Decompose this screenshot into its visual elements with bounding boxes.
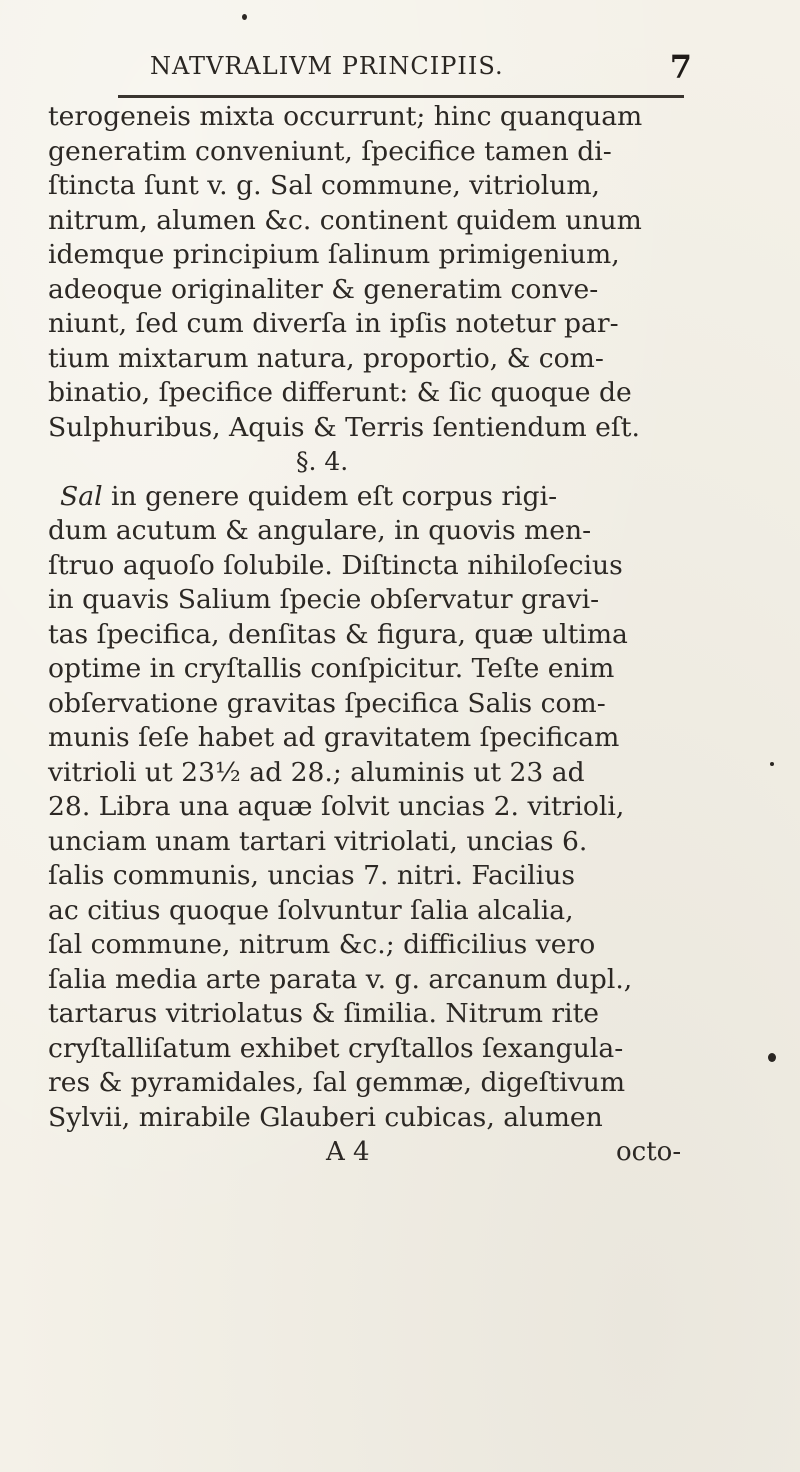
text-line: Sulphuribus, Aquis & Terris ſentiendum eſt.	[48, 411, 640, 443]
text-line: ſalia media arte parata v. g. arcanum dupl.,	[48, 963, 633, 995]
signature-mark: A 4	[326, 1137, 370, 1167]
text-line: idemque principium ſalinum primigenium,	[48, 239, 620, 270]
text-line: ſalis communis, uncias 7. nitri. Facilius	[48, 860, 576, 891]
text-line: ſtruo aquoſo ſolubile. Diſtincta nihiloſecius	[48, 549, 623, 581]
text-line: unciam unam tartari vitriolati, uncias 6.	[48, 825, 588, 857]
running-head: NATVRALIVM PRINCIPIIS.	[150, 52, 504, 80]
text-line: ac citius quoque ſolvuntur ſalia alcalia,	[48, 894, 574, 926]
text-line: vitrioli ut 23½ ad 28.; aluminis ut 23 ad	[48, 756, 585, 788]
text-line: ſtincta ſunt v. g. Sal commune, vitriolum,	[48, 170, 601, 201]
text-line: ſal commune, nitrum &c.; difficilius vero	[48, 929, 596, 960]
text-line: terogeneis mixta occurrunt; hinc quanquam	[48, 101, 643, 132]
ink-speck	[770, 762, 774, 766]
text-line: obſervatione gravitas ſpecifica Salis com-	[48, 687, 606, 719]
text-line: optime in cryſtallis conſpicitur. Teſte enim	[48, 653, 615, 684]
text-line: cryſtalliſatum exhibet cryſtallos ſexangula-	[48, 1032, 624, 1064]
page-footer	[48, 1135, 738, 1170]
ink-speck	[242, 14, 247, 20]
text-line: munis ſeſe habet ad gravitatem ſpecificam	[48, 722, 620, 753]
catchword: octo-	[616, 1137, 682, 1167]
text-line: dum acutum & angulare, in quovis men-	[48, 515, 592, 546]
paragraph-first-line	[48, 480, 738, 515]
body-text	[48, 100, 738, 1170]
paragraph-lead-word: Sal	[60, 480, 103, 512]
section-mark: §. 4.	[296, 447, 349, 476]
text-line: nitrum, alumen &c. continent quidem unum	[48, 204, 642, 236]
text-line: niunt, ſed cum diverſa in ipſis notetur par-	[48, 308, 619, 339]
ink-speck	[768, 1053, 776, 1062]
text-line: generatim conveniunt, ſpecifice tamen di-	[48, 135, 612, 167]
text-line: res & pyramidales, ſal gemmæ, digeſtivum	[48, 1067, 626, 1098]
header-rule	[118, 95, 684, 98]
text-line: tium mixtarum natura, proportio, & com-	[48, 342, 604, 374]
text-line: in quavis Salium ſpecie obſervatur gravi-	[48, 584, 600, 615]
paragraph-first-line-text: in genere quidem eſt corpus rigi-	[102, 480, 558, 512]
page-number: 7	[669, 48, 692, 86]
text-line: binatio, ſpecifice differunt: & ſic quoque de	[48, 377, 632, 408]
text-line: Sylvii, mirabile Glauberi cubicas, alumen	[48, 1101, 603, 1133]
text-line: tas ſpecifica, denſitas & figura, quæ ultima	[48, 618, 628, 650]
text-line: 28. Libra una aquæ ſolvit uncias 2. vitrioli,	[48, 791, 625, 822]
text-line: adeoque originaliter & generatim conve-	[48, 273, 599, 305]
text-line: tartarus vitriolatus & ſimilia. Nitrum rite	[48, 998, 600, 1029]
page-header	[140, 50, 700, 90]
